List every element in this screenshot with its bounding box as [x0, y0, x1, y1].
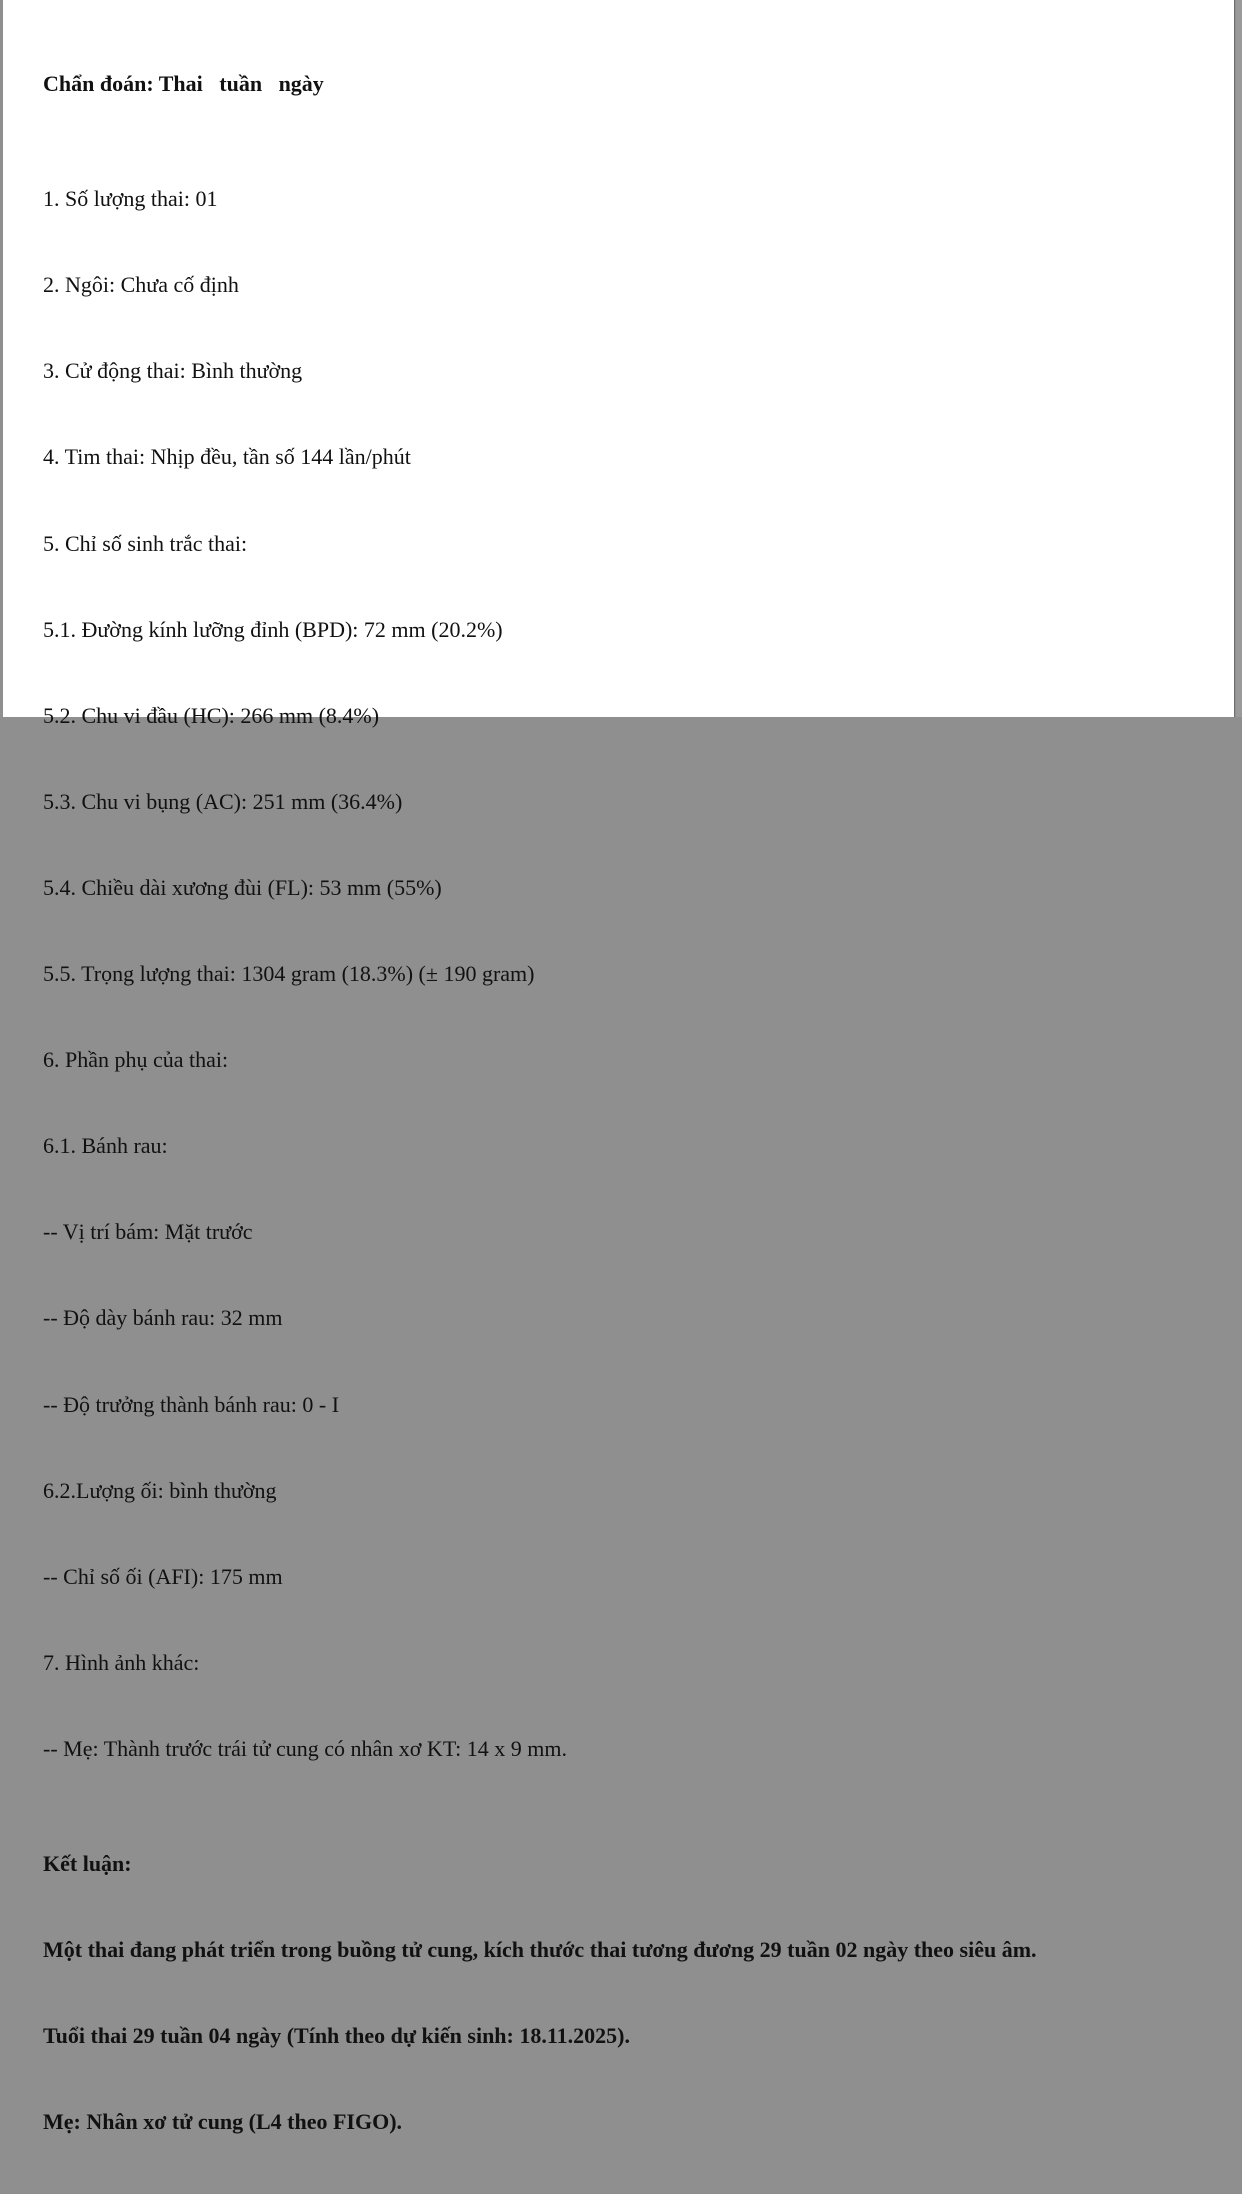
finding-line: 5.1. Đường kính lưỡng đỉnh (BPD): 72 mm (20.2%) — [43, 616, 503, 642]
finding-line: 1. Số lượng thai: 01 — [43, 186, 218, 212]
finding-line: 3. Cử động thai: Bình thường — [43, 358, 303, 384]
finding-line: 4. Tim thai: Nhịp đều, tần số 144 lần/phút — [43, 444, 411, 470]
finding-line: 6.1. Bánh rau: — [43, 1133, 168, 1159]
finding-line: -- Chỉ số ối (AFI): 175 mm — [43, 1563, 283, 1589]
finding-line: -- Vị trí bám: Mặt trước — [43, 1219, 253, 1245]
finding-line: 6.2.Lượng ối: bình thường — [43, 1477, 277, 1503]
finding-line: 5.2. Chu vi đầu (HC): 266 mm (8.4%) — [43, 702, 380, 728]
finding-line: 7. Hình ảnh khác: — [43, 1649, 200, 1675]
report-content — [43, 13, 1223, 2194]
finding-line: 5. Chỉ số sinh trắc thai: — [43, 530, 248, 556]
conclusion-line: Tuổi thai 29 tuần 04 ngày (Tính theo dự kiến sinh: 18.11.2025). — [43, 2022, 630, 2048]
finding-line: 2. Ngôi: Chưa cố định — [43, 272, 239, 298]
finding-line: 5.4. Chiều dài xương đùi (FL): 53 mm (55%) — [43, 874, 442, 900]
conclusion-line: Mẹ: Nhân xơ tử cung (L4 theo FIGO). — [43, 2108, 403, 2134]
document-page — [3, 0, 1235, 2134]
finding-line: -- Mẹ: Thành trước trái tử cung có nhân xơ KT: 14 x 9 mm. — [43, 1735, 568, 1761]
finding-line: 5.5. Trọng lượng thai: 1304 gram (18.3%) (± 190 gram) — [43, 961, 535, 987]
finding-line: 6. Phần phụ của thai: — [43, 1047, 229, 1073]
finding-line: -- Độ dày bánh rau: 32 mm — [43, 1305, 283, 1331]
window-edge — [1236, 0, 1242, 717]
diagnosis-heading: Chẩn đoán: Thai tuần ngày — [43, 71, 324, 97]
conclusion-line: Một thai đang phát triển trong buồng tử cung, kích thước thai tương đương 29 tuần 02 ngày theo siêu âm. — [43, 1936, 1037, 1962]
finding-line: -- Độ trưởng thành bánh rau: 0 - I — [43, 1391, 340, 1417]
finding-line: 5.3. Chu vi bụng (AC): 251 mm (36.4%) — [43, 788, 403, 814]
conclusion-heading: Kết luận: — [43, 1850, 132, 1876]
